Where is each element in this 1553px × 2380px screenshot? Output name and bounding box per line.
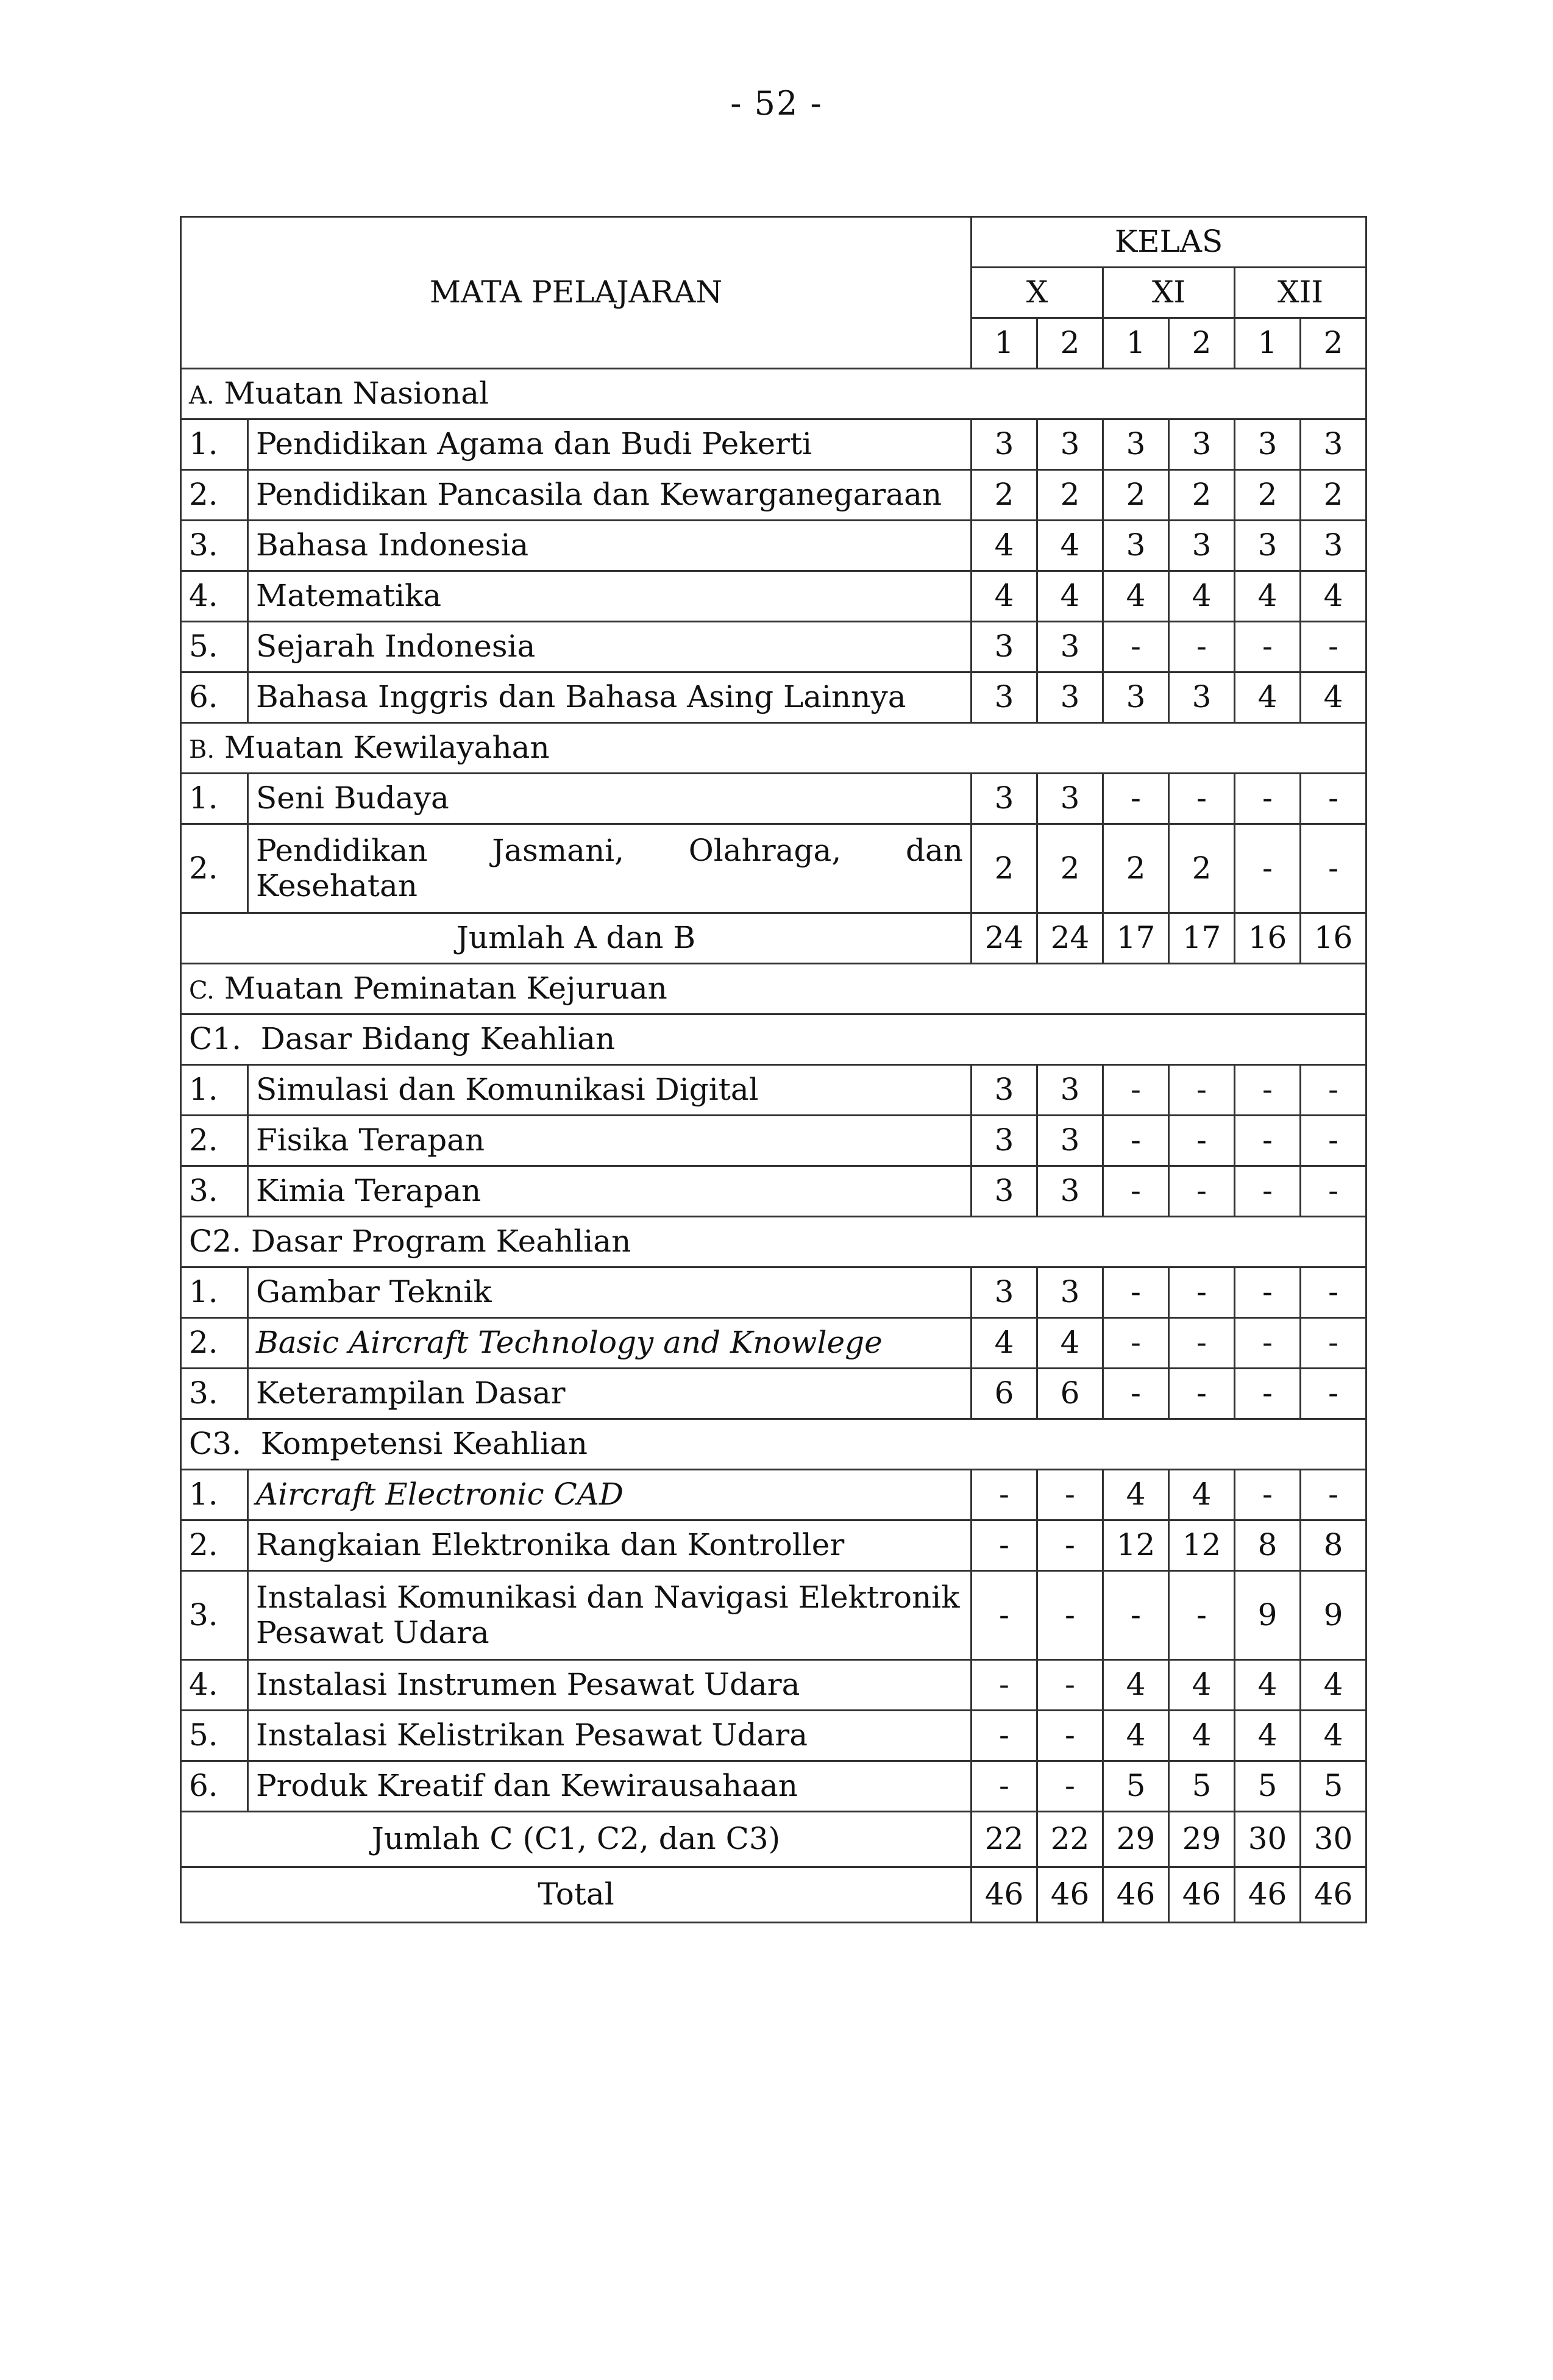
hours-cell: 3 [1169,672,1235,723]
total-value: 46 [1169,1867,1235,1923]
hours-cell: 3 [972,1166,1037,1217]
hours-cell: - [1169,1369,1235,1419]
section-prefix: A. [189,382,215,410]
row-number: 1. [181,1267,248,1318]
header-semester: 2 [1169,318,1235,369]
hours-cell: 4 [1169,1711,1235,1761]
hours-cell: 5 [1235,1761,1301,1812]
hours-cell: 3 [1037,1166,1103,1217]
total-label: Jumlah A dan B [181,913,972,964]
table-row [181,824,1366,913]
header-grade-xi: XI [1103,268,1235,318]
hours-cell: 2 [1301,470,1366,521]
row-number: 3. [181,1369,248,1419]
hours-cell: 3 [1037,1267,1103,1318]
total-value: 29 [1169,1812,1235,1867]
table-row [181,470,1366,521]
hours-cell: 4 [1037,571,1103,622]
hours-cell: - [1235,622,1301,672]
hours-cell: 4 [972,571,1037,622]
row-number: 2. [181,470,248,521]
hours-cell: 3 [1301,419,1366,470]
hours-cell: - [1037,1660,1103,1711]
row-number: 1. [181,1065,248,1116]
subject-name: Matematika [248,571,972,622]
hours-cell: 4 [1103,1660,1169,1711]
hours-cell: 4 [1301,672,1366,723]
total-value: 46 [1235,1867,1301,1923]
hours-cell: - [1301,1318,1366,1369]
hours-cell: - [1235,774,1301,824]
section-title-text: Muatan Nasional [224,376,489,412]
table-row [181,1761,1366,1812]
row-number: 3. [181,1166,248,1217]
subsection-header-c2 [181,1217,1366,1267]
hours-cell: 4 [1103,1711,1169,1761]
section-header-a [181,369,1366,419]
subject-name: Instalasi Instrumen Pesawat Udara [248,1660,972,1711]
hours-cell: - [1235,1065,1301,1116]
hours-cell: 3 [1037,1116,1103,1166]
hours-cell: 4 [1169,1660,1235,1711]
hours-cell: 3 [1037,622,1103,672]
hours-cell: - [1037,1761,1103,1812]
hours-cell: - [1169,1116,1235,1166]
subject-name: Instalasi Komunikasi dan Navigasi Elektronik Pesawat Udara [248,1571,972,1660]
section-prefix: B. [189,736,215,764]
subject-name: Bahasa Indonesia [248,521,972,571]
subject-name: Rangkaian Elektronika dan Kontroller [248,1520,972,1571]
hours-cell: - [1037,1520,1103,1571]
hours-cell: 3 [1103,521,1169,571]
section-title-text: Muatan Peminatan Kejuruan [224,971,667,1007]
hours-cell: 4 [1169,571,1235,622]
header-grade-x: X [972,268,1103,318]
hours-cell: 3 [1037,672,1103,723]
total-value: 30 [1235,1812,1301,1867]
total-value: 46 [972,1867,1037,1923]
hours-cell: 3 [1169,419,1235,470]
section-header-b [181,723,1366,774]
subject-name: Simulasi dan Komunikasi Digital [248,1065,972,1116]
hours-cell: 6 [1037,1369,1103,1419]
hours-cell: 2 [972,824,1037,913]
header-semester: 1 [1103,318,1169,369]
hours-cell: - [1169,1267,1235,1318]
subject-name: Basic Aircraft Technology and Knowlege [248,1318,972,1369]
total-value: 24 [972,913,1037,964]
hours-cell: 9 [1235,1571,1301,1660]
hours-cell: 2 [972,470,1037,521]
hours-cell: - [1235,1166,1301,1217]
hours-cell: 2 [1169,470,1235,521]
hours-cell: 4 [1301,1711,1366,1761]
table-row [181,571,1366,622]
total-value: 17 [1103,913,1169,964]
hours-cell: - [1235,1470,1301,1520]
table-row [181,419,1366,470]
hours-cell: - [1235,1267,1301,1318]
hours-cell: - [1169,1571,1235,1660]
row-number: 2. [181,824,248,913]
total-row-ab [181,913,1366,964]
section-prefix: C. [189,977,215,1005]
hours-cell: 3 [972,622,1037,672]
total-value: 46 [1301,1867,1366,1923]
hours-cell: - [972,1571,1037,1660]
row-number: 3. [181,1571,248,1660]
hours-cell: 3 [1169,521,1235,571]
subsection-header-c3 [181,1419,1366,1470]
table-body [181,217,1366,1923]
hours-cell: 3 [1301,521,1366,571]
page-number: - 52 - [730,84,823,123]
subject-name: Fisika Terapan [248,1116,972,1166]
hours-cell: - [972,1520,1037,1571]
hours-cell: - [1169,1318,1235,1369]
total-value: 24 [1037,913,1103,964]
hours-cell: - [1037,1711,1103,1761]
table-row [181,1267,1366,1318]
total-value: 17 [1169,913,1235,964]
table-row [181,1660,1366,1711]
header-semester: 1 [1235,318,1301,369]
hours-cell: - [1301,1116,1366,1166]
hours-cell: 3 [1037,419,1103,470]
row-number: 5. [181,622,248,672]
hours-cell: - [1103,1267,1169,1318]
hours-cell: 3 [972,419,1037,470]
total-value: 46 [1103,1867,1169,1923]
total-label: Jumlah C (C1, C2, dan C3) [181,1812,972,1867]
hours-cell: 4 [1103,1470,1169,1520]
subsection-header-c1 [181,1014,1366,1065]
hours-cell: - [1301,1065,1366,1116]
hours-cell: - [1235,824,1301,913]
header-kelas: KELAS [972,217,1366,268]
hours-cell: - [1169,622,1235,672]
total-value: 16 [1301,913,1366,964]
row-number: 2. [181,1116,248,1166]
hours-cell: 6 [972,1369,1037,1419]
total-label: Total [181,1867,972,1923]
hours-cell: 3 [972,1065,1037,1116]
table-row [181,1470,1366,1520]
total-value: 29 [1103,1812,1169,1867]
header-grade-xii: XII [1235,268,1366,318]
hours-cell: 3 [1235,419,1301,470]
hours-cell: - [1301,1166,1366,1217]
hours-cell: 3 [1235,521,1301,571]
hours-cell: 3 [972,1267,1037,1318]
header-semester: 2 [1301,318,1366,369]
hours-cell: 8 [1235,1520,1301,1571]
hours-cell: - [1103,1116,1169,1166]
hours-cell: 2 [1235,470,1301,521]
hours-cell: 4 [1235,571,1301,622]
row-number: 5. [181,1711,248,1761]
hours-cell: 2 [1103,824,1169,913]
subsection-title: C1. Dasar Bidang Keahlian [181,1014,1366,1065]
section-title [181,964,1366,1014]
row-number: 2. [181,1520,248,1571]
row-number: 6. [181,1761,248,1812]
hours-cell: - [1301,1267,1366,1318]
total-value: 46 [1037,1867,1103,1923]
hours-cell: 5 [1103,1761,1169,1812]
total-value: 22 [1037,1812,1103,1867]
row-number: 4. [181,571,248,622]
subject-name: Pendidikan Jasmani, Olahraga, dan Kesehatan [248,824,972,913]
row-number: 1. [181,774,248,824]
hours-cell: 2 [1037,470,1103,521]
hours-cell: 12 [1103,1520,1169,1571]
table-row [181,1065,1366,1116]
hours-cell: 3 [972,672,1037,723]
subject-name: Aircraft Electronic CAD [248,1470,972,1520]
table-row [181,1711,1366,1761]
table-row [181,521,1366,571]
total-row-grand [181,1867,1366,1923]
subject-name: Pendidikan Agama dan Budi Pekerti [248,419,972,470]
hours-cell: - [972,1660,1037,1711]
hours-cell: - [1301,1470,1366,1520]
row-number: 4. [181,1660,248,1711]
header-subject: MATA PELAJARAN [181,217,972,369]
header-semester: 1 [972,318,1037,369]
hours-cell: 2 [1037,824,1103,913]
hours-cell: - [1301,824,1366,913]
hours-cell: 5 [1301,1761,1366,1812]
hours-cell: - [1301,1369,1366,1419]
table-row [181,1116,1366,1166]
hours-cell: - [1169,1166,1235,1217]
hours-cell: 2 [1169,824,1235,913]
hours-cell: 3 [1037,1065,1103,1116]
hours-cell: 3 [972,774,1037,824]
row-number: 6. [181,672,248,723]
hours-cell: 4 [1301,1660,1366,1711]
hours-cell: - [972,1470,1037,1520]
subject-name: Seni Budaya [248,774,972,824]
hours-cell: - [1235,1369,1301,1419]
hours-cell: 4 [1103,571,1169,622]
hours-cell: - [1103,1571,1169,1660]
hours-cell: - [1169,1065,1235,1116]
hours-cell: - [1103,774,1169,824]
subject-name: Kimia Terapan [248,1166,972,1217]
hours-cell: 8 [1301,1520,1366,1571]
hours-cell: 5 [1169,1761,1235,1812]
curriculum-table [180,216,1367,1923]
hours-cell: - [1037,1571,1103,1660]
subject-name: Instalasi Kelistrikan Pesawat Udara [248,1711,972,1761]
hours-cell: - [1301,774,1366,824]
hours-cell: 3 [972,1116,1037,1166]
total-value: 16 [1235,913,1301,964]
total-value: 22 [972,1812,1037,1867]
subject-name: Bahasa Inggris dan Bahasa Asing Lainnya [248,672,972,723]
header-row-kelas [181,217,1366,268]
subject-name: Produk Kreatif dan Kewirausahaan [248,1761,972,1812]
hours-cell: - [1169,774,1235,824]
hours-cell: - [1103,1065,1169,1116]
hours-cell: 4 [1037,1318,1103,1369]
total-row-c [181,1812,1366,1867]
table-row [181,774,1366,824]
hours-cell: 12 [1169,1520,1235,1571]
hours-cell: 9 [1301,1571,1366,1660]
hours-cell: - [972,1711,1037,1761]
subject-name: Sejarah Indonesia [248,622,972,672]
table-row [181,1369,1366,1419]
hours-cell: - [1103,1166,1169,1217]
hours-cell: 4 [1037,521,1103,571]
total-value: 30 [1301,1812,1366,1867]
hours-cell: 2 [1103,470,1169,521]
subsection-title: C3. Kompetensi Keahlian [181,1419,1366,1470]
hours-cell: 4 [1235,1660,1301,1711]
table-row [181,1520,1366,1571]
subject-name: Pendidikan Pancasila dan Kewarganegaraan [248,470,972,521]
table-row [181,1318,1366,1369]
section-title-text: Muatan Kewilayahan [224,730,550,766]
subject-name: Gambar Teknik [248,1267,972,1318]
hours-cell: 4 [1235,1711,1301,1761]
section-header-c [181,964,1366,1014]
header-semester: 2 [1037,318,1103,369]
hours-cell: 4 [972,1318,1037,1369]
row-number: 1. [181,1470,248,1520]
hours-cell: 3 [1037,774,1103,824]
hours-cell: - [972,1761,1037,1812]
table-row [181,672,1366,723]
hours-cell: - [1235,1318,1301,1369]
row-number: 3. [181,521,248,571]
hours-cell: - [1301,622,1366,672]
hours-cell: 4 [1235,672,1301,723]
hours-cell: - [1103,1369,1169,1419]
section-title [181,723,1366,774]
row-number: 1. [181,419,248,470]
hours-cell: 3 [1103,419,1169,470]
hours-cell: - [1103,1318,1169,1369]
subsection-title: C2. Dasar Program Keahlian [181,1217,1366,1267]
table-row [181,1571,1366,1660]
hours-cell: 4 [1169,1470,1235,1520]
table-row [181,622,1366,672]
hours-cell: - [1235,1116,1301,1166]
row-number: 2. [181,1318,248,1369]
subject-name: Keterampilan Dasar [248,1369,972,1419]
hours-cell: - [1037,1470,1103,1520]
hours-cell: 4 [972,521,1037,571]
hours-cell: - [1103,622,1169,672]
hours-cell: 4 [1301,571,1366,622]
table-row [181,1166,1366,1217]
hours-cell: 3 [1103,672,1169,723]
section-title [181,369,1366,419]
